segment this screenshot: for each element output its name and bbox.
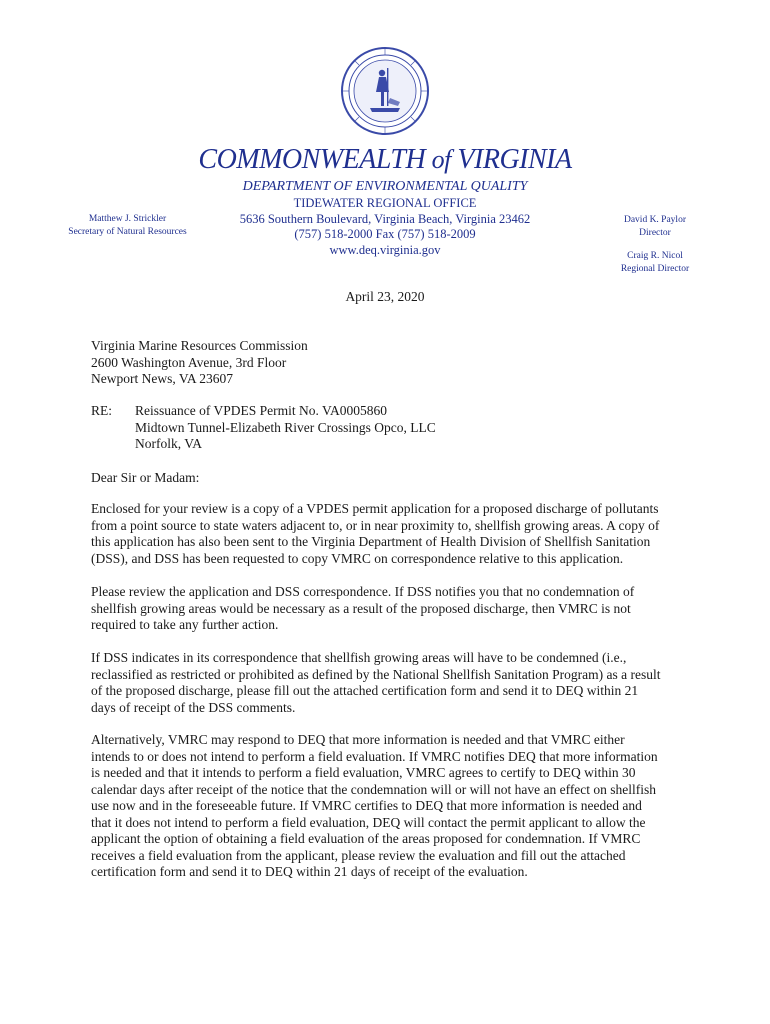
title-commonwealth: COMMONWEALTH (198, 144, 426, 175)
paragraph-line: use now and in the foreseeable future. If VMRC certifies to DEQ that more information is needed and (91, 798, 642, 813)
recipient-address (91, 338, 308, 388)
paragraph-line: this application has also been sent to the Virginia Department of Health Division of Shellfish Sanitation (91, 534, 651, 549)
office-phone: (757) 518-2000 Fax (757) 518-2009 (294, 227, 476, 241)
paragraph-line: required to take any further action. (91, 617, 279, 632)
paragraph-line: (DSS), and DSS has been requested to copy VMRC on correspondence relative to this application. (91, 550, 624, 566)
paragraph-line: of the proposed discharge, please fill out the attached certification form and send it to DEQ within 21 (91, 683, 639, 698)
paragraph-line: If DSS indicates in its correspondence that shellfish growing areas will have to be condemned (i.e., (91, 650, 627, 665)
re-subject (135, 403, 436, 453)
body-paragraph-1 (91, 501, 691, 567)
paragraph-line: days of receipt of the DSS comments. (91, 699, 296, 715)
recipient-line: Newport News, VA 23607 (91, 371, 234, 386)
paragraph-line: that it does not intend to perform a field evaluation, DEQ will contact the permit applicant to allow the (91, 814, 646, 830)
paragraph-line: intends to or does not intend to perform a field evaluation. If VMRC notifies DEQ that more information (91, 748, 658, 764)
secretary-name: Matthew J. Strickler (88, 214, 167, 224)
paragraph-line: is needed and that it intends to perform a field evaluation, VMRC agrees to certify to DEQ within 30 (91, 765, 636, 780)
virginia-seal-icon (340, 46, 430, 136)
secretary-block (55, 213, 200, 239)
director-name: David K. Paylor (623, 215, 686, 225)
re-line: Norfolk, VA (135, 436, 203, 451)
recipient-line: 2600 Washington Avenue, 3rd Floor (91, 354, 287, 370)
body-paragraph-3 (91, 650, 691, 716)
title-state: VIRGINIA (457, 144, 572, 175)
re-label: RE: (91, 403, 113, 418)
re-line: Midtown Tunnel-Elizabeth River Crossings Opco, LLC (135, 419, 436, 435)
paragraph-line: certification form and send it to DEQ within 21 days of receipt of the evaluation. (91, 864, 528, 879)
paragraph-line: applicant the option of obtaining a field evaluation of the areas proposed for condemnation. If VMRC (91, 831, 641, 846)
office-website: www.deq.virginia.gov (329, 242, 441, 257)
director-title: Director (639, 228, 671, 238)
paragraph-line: Enclosed for your review is a copy of a VPDES permit application for a proposed discharge of pollutants (91, 501, 659, 516)
paragraph-line: Alternatively, VMRC may respond to DEQ that more information is needed and that VMRC either (91, 732, 625, 747)
letterhead-title (0, 144, 770, 176)
re-line: Reissuance of VPDES Permit No. VA0005860 (135, 403, 388, 418)
paragraph-line: reclassified as restricted or prohibited as defined by the National Shellfish Sanitation Program) as a result (91, 666, 661, 682)
title-of: of (431, 145, 451, 174)
paragraph-line: receives a field evaluation from the applicant, please review the evaluation and fill out the attached (91, 847, 626, 863)
paragraph-line: from a point source to state waters adjacent to, or in near proximity to, shellfish growing areas. A copy of (91, 517, 660, 533)
salutation: Dear Sir or Madam: (91, 470, 200, 485)
director-block (605, 214, 705, 276)
body-paragraph-2 (91, 584, 691, 634)
recipient-line: Virginia Marine Resources Commission (91, 338, 308, 353)
secretary-title: Secretary of Natural Resources (68, 227, 187, 237)
body-paragraph-4 (91, 732, 691, 881)
paragraph-line: Please review the application and DSS correspondence. If DSS notifies you that no condemnation of (91, 584, 635, 599)
department-name: DEPARTMENT OF ENVIRONMENTAL QUALITY (242, 179, 528, 194)
office-name: TIDEWATER REGIONAL OFFICE (293, 196, 477, 210)
paragraph-line: calendar days after receipt of the notice that the condemnation will or will not have an effect on shellfish (91, 781, 657, 797)
letter-date: April 23, 2020 (345, 289, 425, 304)
office-address: 5636 Southern Boulevard, Virginia Beach, Virginia 23462 (239, 211, 531, 226)
regional-director-name: Craig R. Nicol (627, 251, 683, 261)
regional-director-title: Regional Director (620, 264, 690, 274)
paragraph-line: shellfish growing areas would be necessary as a result of the proposed discharge, then VMRC is not (91, 600, 631, 616)
